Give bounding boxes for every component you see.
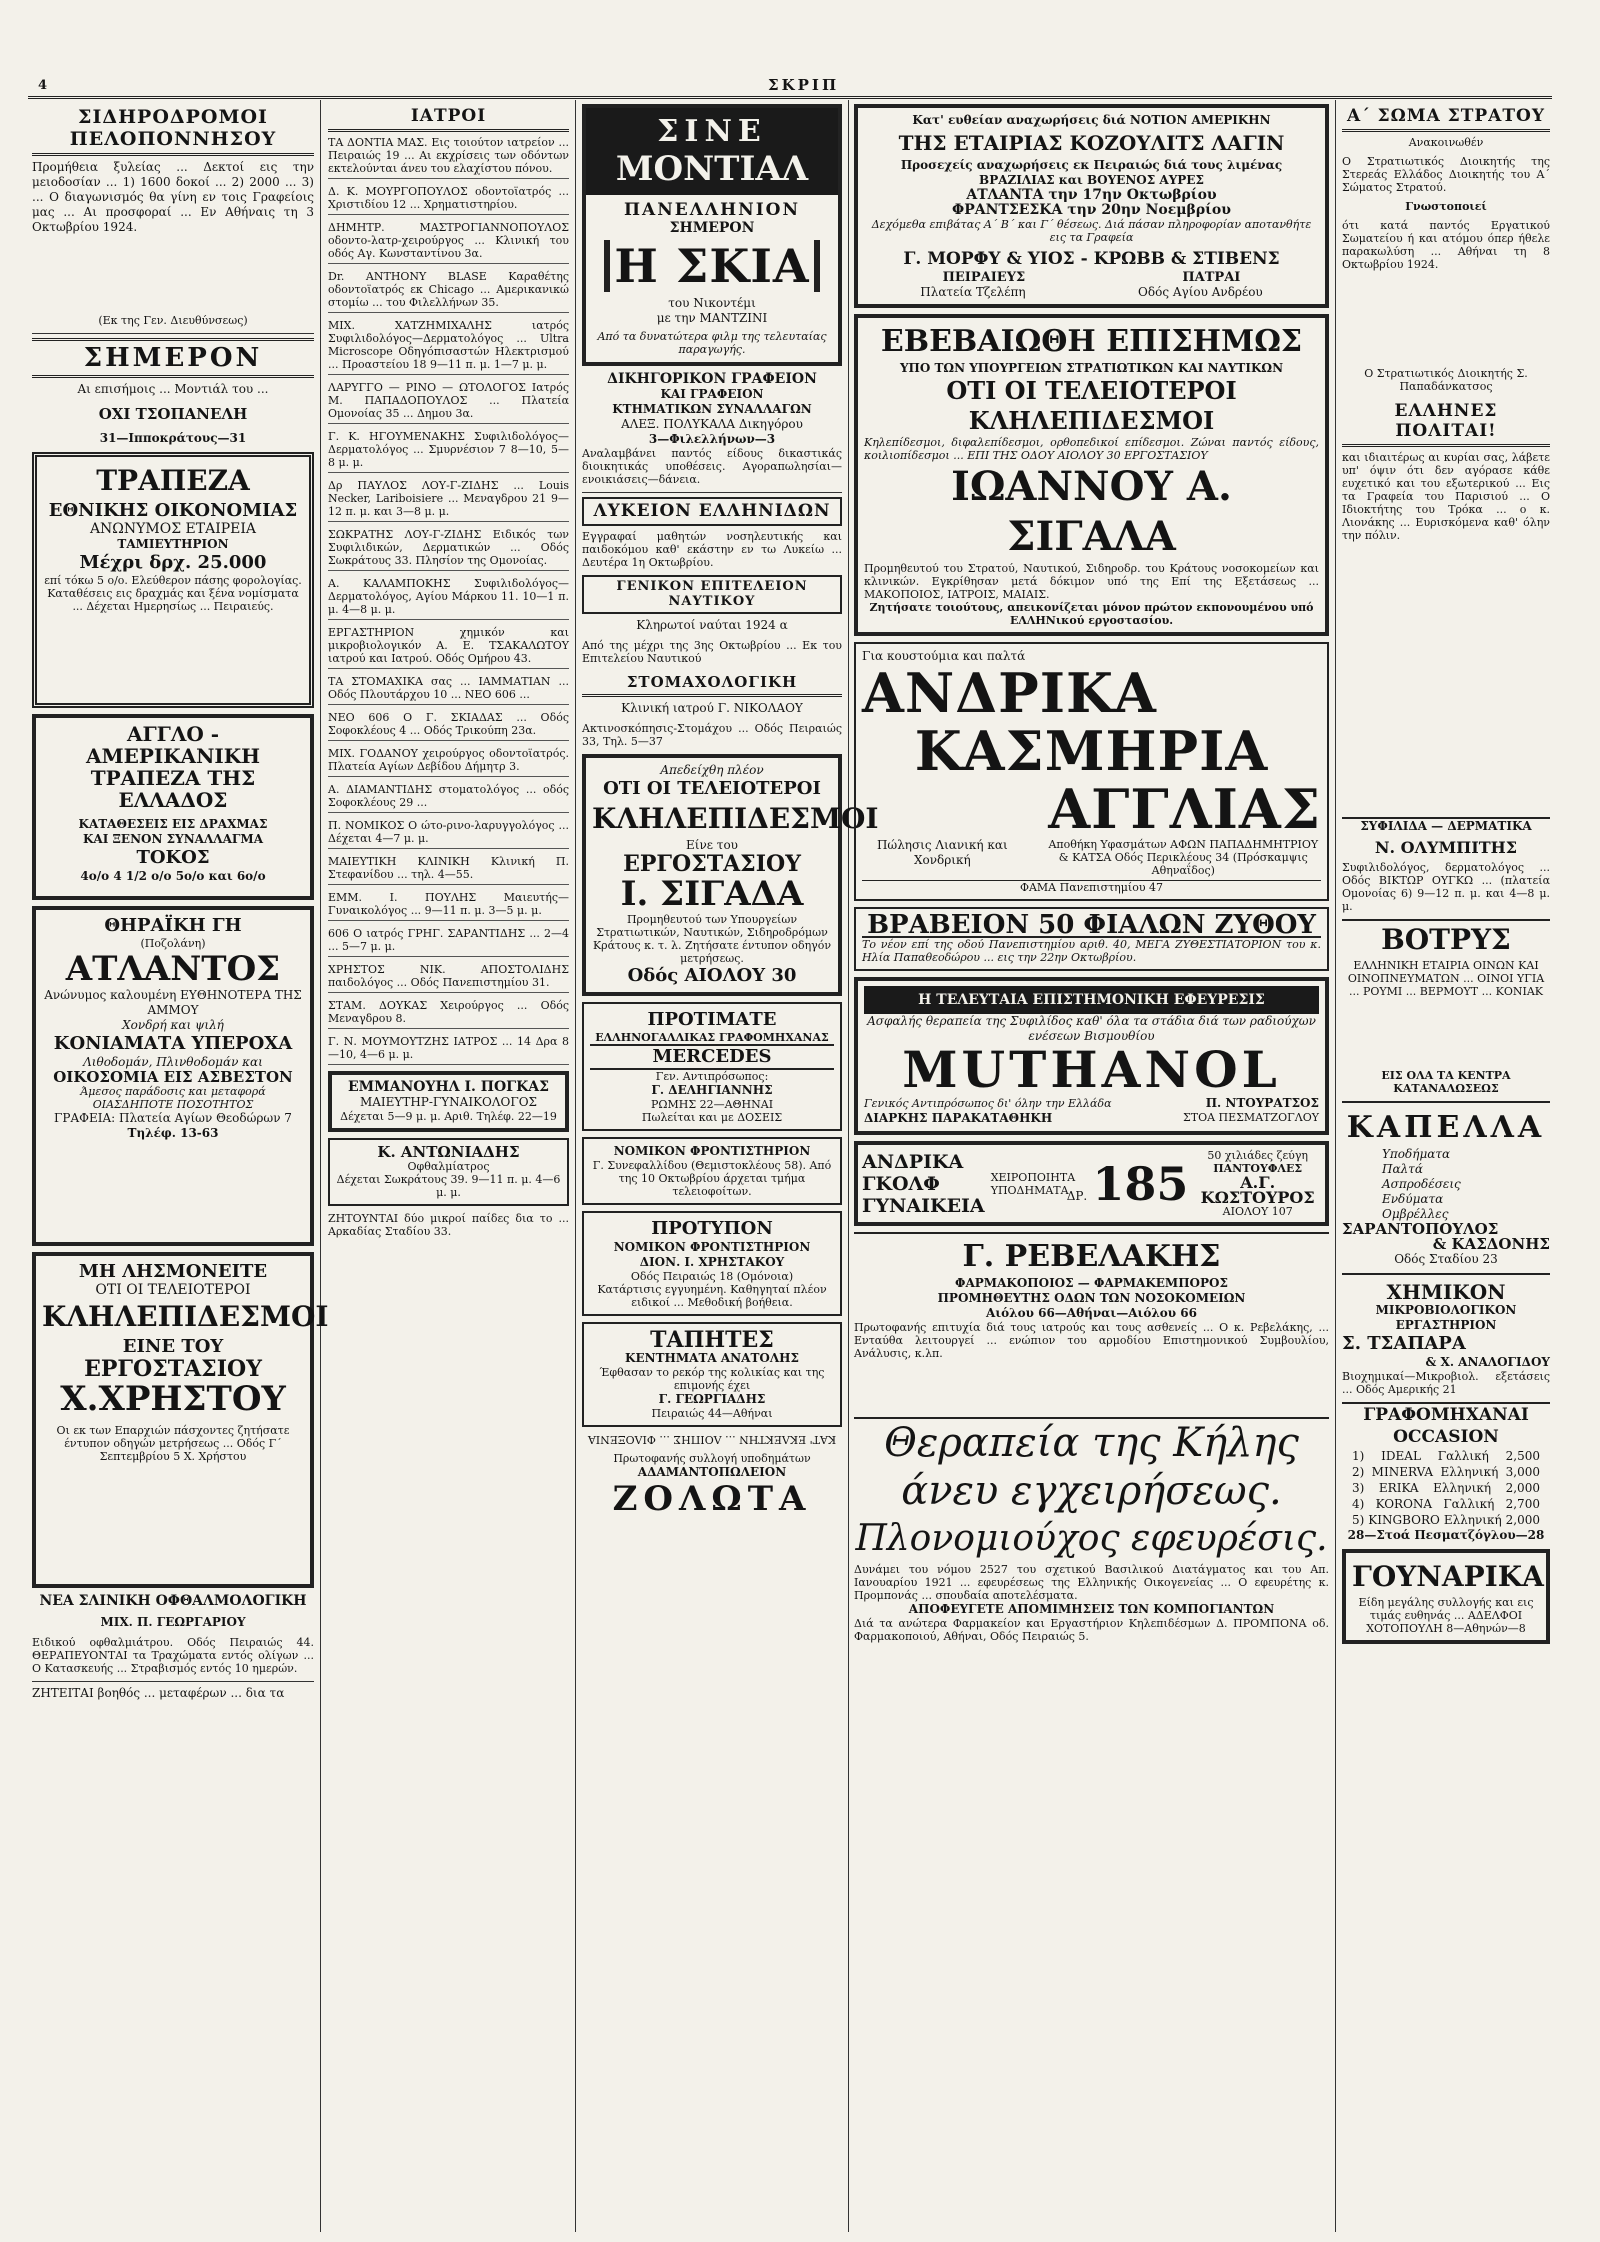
doctor-entry: ΜΑΙΕΥΤΙΚΗ ΚΛΙΝΙΚΗ Κλινική Π. Στεφανίδου ... τηλ. 4—55. (328, 855, 569, 885)
christou-line4: ΕΙΝΕ ΤΟΥ (122, 1336, 224, 1357)
zolota-line3: ΖΟΛΩΤΑ (612, 1479, 812, 1519)
pogkas-info: Δέχεται 5—9 μ. μ. Αριθ. Τηλέφ. 22—19 (340, 1110, 557, 1123)
doctor-entry: ΝΕΟ 606 Ο Γ. ΣΚΙΑΔΑΣ ... Οδός Σοφοκλέους 4 ... Οδός Τρικούπη 23α. (328, 711, 569, 741)
shoes-currency: ΔΡ. (1066, 1188, 1088, 1203)
carpets-body: Έφθασαν το ρεκόρ της κολικίας και της επιμονής έχει (599, 1366, 825, 1392)
lawyers-line2: ΚΑΙ ΓΡΑΦΕΙΟΝ (660, 387, 764, 401)
hats-item: Ομβρέλλες (1382, 1207, 1449, 1221)
sigalas1-line3: ΟΤΙ ΟΙ ΤΕΛΕΙΟΤΕΡΟΙ ΚΛΗΛΕΠΙΔΕΣΜΟΙ (946, 376, 1237, 435)
army-title: Α΄ ΣΩΜΑ ΣΤΡΑΤΟΥ (1342, 104, 1550, 132)
bottom-notice: ΖΗΤΟΥΝΤΑΙ δύο μικροί παίδες δια το ... Αρκαδίας Σταδίου 33. (328, 1212, 569, 1238)
army-signature: Ο Στρατιωτικός Διοικητής Σ. Παπαδάνκατσος (1364, 367, 1528, 393)
railway-notice: Προμήθεια ξυλείας ... Δεκτοί εις την μειοδοσίαν ... 1) 1600 δοκοί ... 2) 2000 ... 3) ... Ο διαγωνισμός θα γίνη εν τοις Γραφείοις μας ... Αι προσφοραί ... Εν Αθήναις τη 3 Οκτωβρίου 1924. (32, 160, 314, 234)
doctor-entry: ΣΤΑΜ. ΔΟΥΚΑΣ Χειρούργος ... Οδός Μεναγδρου 8. (328, 999, 569, 1029)
anglo-american-bank-ad (32, 714, 314, 900)
lawyers-line4: ΑΛΕΞ. ΠΟΛΥΚΑΛΑ Δικηγόρου (621, 417, 803, 431)
typewriter-price: 2,700 (1505, 1497, 1540, 1511)
shoes-footwear-label: ΥΠΟΔΗΜΑΤΑ (990, 1183, 1069, 1197)
typewriter-name: MINERVA (1371, 1465, 1434, 1479)
stomach-title: ΣΤΟΜΑΧΟΛΟΓΙΚΗ (582, 671, 842, 697)
votrys-body: ΕΛΛΗΝΙΚΗ ΕΤΑΙΡΙΑ ΟΙΝΩΝ ΚΑΙ ΟΙΝΟΠΝΕΥΜΑΤΩΝ ... ΟΙΝΟΙ ΥΓΙΑ ... ΡΟΥΜΙ ... ΒΕΡΜΟΥΤ ... ΚΟΝΙΑΚ (1347, 959, 1545, 998)
thira-earth-ad (32, 906, 314, 1246)
bank1-line1: ΤΡΑΠΕΖΑ (96, 464, 250, 497)
cloth-line1: Για κουστούμια και παλτά (862, 649, 1026, 663)
column-rule (320, 100, 321, 2232)
model-line2: ΝΟΜΙΚΟΝ ΦΡΟΝΤΙΣΤΗΡΙΟΝ (613, 1240, 811, 1254)
muthanol-line7: ΣΤΟΑ ΠΕΣΜΑΤΖΟΓΛΟΥ (1182, 1111, 1319, 1124)
army-line1: Ανακοινωθέν (1408, 136, 1484, 149)
kostouros-shoes-ad (854, 1141, 1329, 1226)
typewriters-ad (1342, 1402, 1550, 1543)
divider (582, 492, 842, 493)
shoe-handmade (990, 1170, 1076, 1197)
divider (32, 1681, 314, 1682)
bank-national-economy-ad (32, 452, 314, 708)
muthanol-line2: Ασφαλής θεραπεία της Συφιλίδος καθ' όλα τα στάδια διά των ραδιούχων ενέσεων Βισμουθίου (867, 1014, 1316, 1043)
lab-line3: Σ. ΤΣΑΠΑΡΑ (1342, 1333, 1466, 1354)
voyage-offices (864, 270, 1319, 285)
shoes-stock-count: 50 χιλιάδες ζεύγη (1207, 1149, 1309, 1162)
hats-ad (1342, 1101, 1550, 1267)
bank1-line2: ΕΘΝΙΚΗΣ ΟΙΚΟΝΟΜΙΑΣ (48, 500, 298, 521)
cloth-store: Αποθήκη Υφασμάτων ΑΦΩΝ ΠΑΠΑΔΗΜΗΤΡΙΟΥ & ΚΑΤΣΑ Οδός Περικλέους 34 (Πρόσκαμψις Αθηναΐδος) (1048, 838, 1319, 877)
bank2-line1: ΑΓΓΛΟ - ΑΜΕΡΙΚΑΝΙΚΗ (85, 722, 261, 768)
pogkas-name: ΕΜΜΑΝΟΥΗΛ Ι. ΠΟΓΚΑΣ (347, 1079, 550, 1095)
christou-line6: Χ.ΧΡΗΣΤΟΥ (60, 1379, 286, 1419)
hats-name1: ΣΑΡΑΝΤΟΠΟΥΛΟΣ (1342, 1220, 1499, 1238)
hernia-treatment-ad (854, 1417, 1329, 1643)
mercedes-typewriter-ad (582, 1002, 842, 1131)
doctor-entry: Δ. Κ. ΜΟΥΡΓΟΠΟΥΛΟΣ οδοντοϊατρός ... Χριστιδίου 12 ... Χρηματιστηρίου. (328, 185, 569, 215)
naval-title: ΓΕΝΙΚΟΝ ΕΠΙΤΕΛΕΙΟΝ ΝΑΥΤΙΚΟΥ (582, 575, 842, 614)
sigalas1-line6: Προμηθευτού του Στρατού, Ναυτικού, Σιδηροδρ. του Κράτους νοσοκομείων και κλινικών. Εγκρίθησαν μετά δόκιμον υπό της Επί της Εξετάσεως ... ΜΑΚΟΠΟΙΟΣ, ΙΑΤΡΟΙΣ, ΜΑΙΑΙΣ. (864, 562, 1319, 601)
doctors-title: ΙΑΤΡΟΙ (328, 104, 569, 132)
typewriter-price: 2,500 (1505, 1449, 1540, 1463)
carpets-address: Πειραιώς 44—Αθήναι (651, 1407, 773, 1420)
thira-line4: Ανώνυμος καλουμένη ΕΥΘΗΝΟΤΕΡΑ ΤΗΣ ΑΜΜΟΥ (44, 988, 302, 1017)
typewriter-number: 4) (1352, 1497, 1365, 1511)
sigalas-bandages-ad-2 (582, 754, 879, 996)
christou-line2: ΟΤΙ ΟΙ ΤΕΛΕΙΟΤΕΡΟΙ (95, 1282, 251, 1298)
typewriter-row (1342, 1464, 1550, 1480)
shoes-price-value: 185 (1092, 1156, 1189, 1211)
cinema-line1: ΣΙΝΕ (586, 108, 838, 149)
voyage-line6: Δεχόμεθα επιβάτας Α΄ Β΄ και Γ΄ θέσεως. Διά πάσαν πληροφορίαν αποτανθήτε εις τα Γραφεία (871, 218, 1312, 244)
furs-body: Είδη μεγάλης συλλογής και εις τιμάς ευθηνάς ... ΑΔΕΛΦΟΙ ΧΟΤΟΠΟΥΛΗ 8—Αθηνών—8 (1358, 1596, 1534, 1635)
doctor-entry: Γ. Ν. ΜΟΥΜΟΥΤΖΗΣ ΙΑΤΡΟΣ ... 14 Δρα 8—10, 4—6 μ. μ. (328, 1035, 569, 1065)
doctors-list (326, 136, 571, 1065)
furs-title: ΓΟΥΝΑΡΙΚΑ (1352, 1560, 1544, 1593)
chemical-lab-ad (1342, 1273, 1550, 1396)
sigalas2-line2: ΟΤΙ ΟΙ ΤΕΛΕΙΟΤΕΡΟΙ (603, 778, 821, 799)
christou-line3: ΚΛΗΛΕΠΙΔΕΣΜΟΙ (42, 1300, 329, 1333)
typewriter-orig: Ελληνική (1440, 1465, 1499, 1479)
typewriter-name: ERIKA (1378, 1481, 1419, 1495)
voyage-line1: Κατ' ευθείαν αναχωρήσεις διά ΝΟΤΙΟΝ ΑΜΕΡΙΚΗΝ (912, 113, 1271, 127)
thira-line10: ΓΡΑΦΕΙΑ: Πλατεία Αγίων Θεοδώρων 7 (54, 1111, 292, 1125)
army-line2: Ο Στρατιωτικός Διοικητής της Στερεάς Ελλάδος Διοικητής του Α΄ Σώματος Στρατού. (1342, 155, 1550, 194)
legal-body: Γ. Συνεφαλλίδου (Θεμιστοκλέους 58). Από της 10 Οκτωβρίου άρχεται τμήμα τελειοφοίτων. (592, 1159, 832, 1198)
hernia-line3: Πλονομιούχος εφευρέσις. (855, 1518, 1328, 1559)
sigalas1-line5: ΙΩΑΝΝΟΥ Α. ΣΙΓΑΛΑ (951, 463, 1232, 560)
wanted-notice: ΖΗΤΕΙΤΑΙ βοηθός ... μεταφέρων ... δια τα (32, 1686, 285, 1700)
doctor-entry: ΔΗΜΗΤΡ. ΜΑΣΤΡΟΓΙΑΝΝΟΠΟΥΛΟΣ οδοντο-λατρ-χειρούργος ... Κλινική του οδός Αγ. Κωνσταντίνου 3α. (328, 221, 569, 264)
pogkas-ad (328, 1071, 569, 1132)
doctor-entry: Dr. ANTHONY BLASE Καραθέτης οδοντοϊατρός εκ Chicago ... Αμερικανικώ στομίω ... του Φιλελλήνων 35. (328, 270, 569, 313)
mercedes-line1: ΠΡΟΤΙΜΑΤΕ (647, 1009, 777, 1030)
thira-line7: Λιθοδομάν, Πλινθοδομάν και (83, 1055, 263, 1069)
bank1-line5: Μέχρι δρχ. 25.000 (79, 552, 267, 573)
typewriter-orig: Γαλλική (1437, 1449, 1489, 1463)
hernia-footer: Διά τα ανώτερα Φαρμακείον και Εργαστήριον Κηλεπιδέσμων Δ. ΠΡΟΜΠΟΝΑ οδ. Φαρμακοποιού, Αθήναι, Οδός Πειραιώς 5. (854, 1617, 1329, 1643)
cloth-line4: ΑΓΓΛΙΑΣ (1048, 777, 1321, 841)
muthanol-line1: Η ΤΕΛΕΥΤΑΙΑ ΕΠΙΣΤΗΜΟΝΙΚΗ ΕΦΕΥΡΕΣΙΣ (864, 986, 1319, 1014)
typewriters-table (1342, 1448, 1550, 1528)
sigalas2-address: Οδός ΑΙΟΛΟΥ 30 (627, 965, 797, 986)
hats-item: Ενδύματα (1382, 1192, 1444, 1206)
bank2-line4: ΚΑΙ ΞΕΝΟΝ ΣΥΝΑΛΛΑΓΜΑ (82, 832, 264, 846)
thira-line9: Άμεσος παράδοσις και μεταφορά ΟΙΑΣΔΗΠΟΤΕ ΠΟΣΟΤΗΤΟΣ (80, 1085, 266, 1111)
voyage-addresses (864, 285, 1319, 299)
cinema-line6: του Νικοντέμι (668, 296, 756, 310)
muthanol-line5: Π. ΝΤΟΥΡΑΤΣΟΣ (1205, 1096, 1319, 1110)
doctor-entry: ΕΜΜ. Ι. ΠΟΥΛΗΣ Μαιευτής—Γυναικολόγος ... 9—11 π. μ. 3—5 μ. μ. (328, 891, 569, 921)
column-1 (30, 100, 329, 2232)
christou-line1: ΜΗ ΛΗΣΜΟΝΕΙΤΕ (78, 1261, 268, 1282)
carpets-ad (582, 1322, 842, 1427)
bank1-body: επί τόκω 5 ο/ο. Ελεύθερον πάσης φορολογίας. Καταθέσεις εις δραχμάς και ξένα νομίσματα ... Δέχεται Ημερησίως ... Πειραιεύς. (44, 574, 302, 613)
sigalas2-body: Προμηθευτού των Υπουργείων Στρατιωτικών, Ναυτικών, Σιδηροδρόμων Κράτους κ. τ. λ. Ζητήσατε έντυπον οδηγόν μετρήσεως. (592, 913, 832, 965)
citizens-title: ΕΛΛΗΝΕΣ ΠΟΛΙΤΑΙ! (1342, 399, 1550, 447)
typewriter-number: 1) (1352, 1449, 1365, 1463)
hernia-warning: ΑΠΟΦΕΥΓΕΤΕ ΑΠΟΜΙΜΗΣΕΙΣ ΤΩΝ ΚΟΜΠΟΓΙΑΝΤΩΝ (908, 1602, 1275, 1616)
mercedes-line7: Πωλείται και με ΔΟΣΕΙΣ (641, 1111, 783, 1124)
bank2-line3: ΚΑΤΑΘΕΣΕΙΣ ΕΙΣ ΔΡΑΧΜΑΣ (78, 817, 268, 831)
voyage-ad (854, 104, 1329, 308)
lawyers-line3: ΚΤΗΜΑΤΙΚΩΝ ΣΥΝΑΛΛΑΓΩΝ (612, 402, 812, 416)
shoe-stock (1194, 1149, 1321, 1218)
shoes-zolota-ad (582, 1452, 842, 1518)
model-body: Κατάρτισις εγγυημένη. Καθηγηταί πλέον ειδικοί ... Μεθοδική βοήθεια. (597, 1283, 827, 1309)
cashmere-cloth-ad (854, 642, 1329, 901)
thira-line1: ΘΗΡΑΪΚΗ ΓΗ (104, 915, 242, 936)
voyage-line5: ΦΡΑΝΤΣΕΣΚΑ την 20ην Νοεμβρίου (952, 202, 1231, 218)
votrys-footer: ΕΙΣ ΟΛΑ ΤΑ ΚΕΝΤΡΑ ΚΑΤΑΝΑΛΩΣΕΩΣ (1381, 1069, 1511, 1095)
voyage-line3: Προσεχείς αναχωρήσεις εκ Πειραιώς διά τους λιμένας ΒΡΑΖΙΛΙΑΣ και ΒΟΥΕΝΟΣ ΑΥΡΕΣ (900, 158, 1283, 187)
revelakis-pharmacy-ad (854, 1232, 1329, 1411)
doctor-entry: Γ. Κ. ΗΓΟΥΜΕΝΑΚΗΣ Συφιλιδολόγος— Δερματολόγος ... Σμυρνέσιον 7 8—10, 5—8 μ. μ. (328, 430, 569, 473)
typewriter-row (1342, 1480, 1550, 1496)
votrys-title: ΒΟΤΡΥΣ (1381, 923, 1511, 956)
typewriters-title: ΓΡΑΦΟΜΗΧΑΝΑΙ OCCASION (1363, 1405, 1529, 1447)
thira-line8: ΟΙΚΟΣΟΜΙΑ ΕΙΣ ΑΣΒΕΣΤΟΝ (53, 1068, 293, 1086)
doctor-entry: Δρ ΠΑΥΛΟΣ ΛΟΥ-Γ-ΖΙΔΗΣ ... Louis Necker, Lariboisiere ... Μεναγδρου 21 9—12 π. μ. και 3—8 μ. μ. (328, 479, 569, 522)
shoes-women: ΓΥΝΑΙΚΕΙΑ (862, 1194, 985, 1217)
hernia-line2: άνευ εγχειρήσεως. (901, 1468, 1282, 1514)
legal-tutoring-ad (582, 1137, 842, 1205)
hats-address: Οδός Σταδίου 23 (1394, 1252, 1498, 1266)
sigalas-bandages-ad-1 (854, 314, 1329, 636)
typewriter-row (1342, 1448, 1550, 1464)
voyage-line7: Γ. ΜΟΡΦΥ & ΥΙΟΣ - ΚΡΩΒΒ & ΣΤΙΒΕΝΣ (903, 249, 1280, 269)
column-5 (1340, 100, 1552, 2232)
column-2 (326, 100, 571, 2232)
sigalas2-line3: ΚΛΗΛΕΠΙΔΕΣΜΟΙ (592, 802, 879, 835)
shoes-handmade-label: ΧΕΙΡΟΠΟΙΗΤΑ (990, 1170, 1076, 1184)
typewriter-orig: Γαλλική (1443, 1497, 1495, 1511)
cloth-details (862, 838, 1321, 877)
mercedes-line5: Γ. ΔΕΛΗΓΙΑΝΝΗΣ (651, 1083, 773, 1097)
doctor-entry: ΜΙΧ. ΧΑΤΖΗΜΙΧΑΛΗΣ ιατρός Συφιλιδολόγος—Δερματολόγος ... Ultra Microscope Οδηγόπισαστών Ηλεκτρισμού ... Προαστείου 18 9—11 π. μ. 1—7 μ. μ. (328, 319, 569, 375)
typewriter-name: IDEAL (1381, 1449, 1421, 1463)
stomach-sub: Κλινική ιατρού Γ. ΝΙΚΟΛΑΟΥ (621, 701, 803, 715)
today-line2: ΟΧΙ ΤΣΟΠΑΝΕΛΗ (98, 405, 248, 423)
sigalas1-line4: Κηλεπίδεσμοι, διφαλεπίδεσμοι, ορθοπεδικοί επίδεσμοι. Ζώναι παντός είδους, κοιλιοπίδεσμοι ... ΕΠΙ ΤΗΣ ΟΔΟΥ ΑΙΟΛΟΥ 30 ΕΡΓΟΣΤΑΣΙΟΥ (864, 436, 1319, 462)
antoniadis-role: Οφθαλμίατρος (407, 1160, 490, 1173)
shoes-address: ΑΙΟΛΟΥ 107 (1222, 1205, 1293, 1218)
cloth-line2: ΑΝΔΡΙΚΑ (862, 661, 1157, 725)
hernia-line1: Θεραπεία της Κήλης (884, 1420, 1299, 1466)
sigalas2-line6: Ι. ΣΙΓΑΔΑ (620, 874, 804, 914)
hats-item: Υποδήματα (1382, 1147, 1451, 1161)
railway-signature: (Εκ της Γεν. Διευθύνσεως) (98, 314, 248, 327)
doctor-entry: 606 Ο ιατρός ΓΡΗΓ. ΣΑΡΑΝΤΙΔΗΣ ... 2—4 ... 5—7 μ. μ. (328, 927, 569, 957)
cinema-line3: ΠΑΝΕΛΛΗΝΙΟΝ (623, 200, 801, 220)
ophthalmology-doctor: ΜΙΧ. Π. ΓΕΩΡΓΑΡΙΟΥ (100, 1615, 246, 1629)
muthanol-line3: MUTHANOL (902, 1040, 1281, 1099)
hernia-body: Δυνάμει του νόμου 2527 του σχετικού Βασιλικού Διατάγματος και του Απ. Ιανουαρίου 1921 ... εφευρέσεως της Ελληνικής Οικογενείας ... Ο εφευρέτης κ. Προμπονάς ... σπουδαία αποτελέσματα. (854, 1563, 1329, 1602)
shoes-owner: Α.Γ. ΚΩΣΤΟΥΡΟΣ (1200, 1173, 1315, 1207)
beer-body: Το νέον επί της οδού Πανεπιστημίου αριθ. 40, ΜΕΓΑ ΖΥΘΕΣΤΙΑΤΟΡΙΟΝ του κ. Ηλία Παπαθεοδώρου ... εις την 22ην Οκτωβρίου. (862, 938, 1321, 964)
shoes-slippers: ΠΑΝΤΟΥΦΛΕΣ (1213, 1162, 1303, 1175)
carpets-line1: ΤΑΠΗΤΕΣ (650, 1327, 774, 1353)
sigalas1-line1: ΕΒΕΒΑΙΩΘΗ ΕΠΙΣΗΜΩΣ (880, 324, 1303, 359)
naval-sub: Κληρωτοί ναύται 1924 α (636, 618, 788, 632)
cinema-line2: ΜΟΝΤΙΑΛ (586, 149, 838, 195)
christou-line5: ΕΡΓΟΣΤΑΣΙΟΥ (84, 1356, 262, 1382)
typewriter-orig: Ελληνική (1433, 1481, 1492, 1495)
army-line3: Γνωστοποιεί (1405, 200, 1487, 213)
column-4 (852, 100, 1331, 2232)
hats-name2: & ΚΑΣΔΟΝΗΣ (1432, 1235, 1550, 1253)
voyage-city-patras: ΠΑΤΡΑΙ (1182, 270, 1241, 285)
lawyers-line1: ΔΙΚΗΓΟΡΙΚΟΝ ΓΡΑΦΕΙΟΝ (607, 371, 817, 387)
beer-title: ΒΡΑΒΕΙΟΝ 50 ΦΙΑΛΩΝ ΖΥΘΟΥ (862, 914, 1321, 938)
column-rule (1335, 100, 1336, 2232)
beer-prize-ad (854, 907, 1329, 971)
pharmacy-body: Πρωτοφανής επιτυχία διά τους ιατρούς και τους ασθενείς ... Ο κ. Ρεβελάκης, ... Ενταύθα λειτουργεί ... ενώπιον του αρμοδίου Επιστημονικού Συμβουλίου, Ανάλυσις, κ.λπ. (854, 1321, 1329, 1360)
muthanol-depot (864, 1111, 1319, 1126)
shoes-golf: ΓΚΟΛΦ (862, 1172, 940, 1195)
typewriter-number: 2) (1352, 1465, 1365, 1479)
cloth-sales: Πώλησις Λιανική και Χονδρική (876, 838, 1008, 867)
model-line3: ΔΙΟΝ. Ι. ΧΡΗΣΤΑΚΟΥ (639, 1255, 785, 1269)
lawyers-line5: 3—Φιλελλήνων—3 (648, 432, 776, 446)
typewriter-name: KORONA (1375, 1497, 1433, 1511)
bank2-line5: ΤΟΚΟΣ (136, 847, 210, 868)
cinema-line5: Η ΣΚΙΑ (604, 240, 820, 292)
antoniadis-name: Κ. ΑΝΤΩΝΙΑΔΗΣ (377, 1143, 520, 1161)
voyage-line2: ΤΗΣ ΕΤΑΙΡΙΑΣ ΚΟΖΟΥΛΙΤΣ ΛΑΓΙΝ (898, 131, 1285, 155)
lab-line1: ΧΗΜΙΚΟΝ (1386, 1280, 1506, 1304)
cinema-line7: με την ΜΑΝΤΖΙΝΙ (656, 311, 768, 325)
mercedes-line4: Γεν. Αντιπρόσωπος: (655, 1070, 769, 1083)
model-line4: Οδός Πειραιώς 18 (Ομόνοια) (630, 1270, 794, 1283)
cloth-footer: ΦΑΜΑ Πανεπιστημίου 47 (862, 880, 1321, 894)
olympitis-name: Ν. ΟΛΥΜΠΙΤΗΣ (1374, 838, 1518, 857)
zolota-line2: ΑΔΑΜΑΝΤΟΠΩΛΕΙΟΝ (637, 1465, 787, 1479)
model-line1: ΠΡΟΤΥΠΟΝ (651, 1218, 773, 1239)
hats-item: Παλτά (1382, 1162, 1423, 1176)
thira-line2: (Ποζολάνη) (140, 937, 206, 950)
typewriter-name: KINGBORO (1368, 1513, 1440, 1527)
hats-item: Ασπροδέσεις (1382, 1177, 1461, 1191)
olympitis-body: Συφιλιδολόγος, δερματολόγος ... Οδός ΒΙΚΤΩΡ ΟΥΓΚΩ ... (πλατεία Ομονοίας 6) 9—12 π. μ. και 4—8 μ. μ. (1342, 861, 1550, 913)
mercedes-line3: MERCEDES (590, 1044, 834, 1070)
column-3 (580, 100, 879, 2232)
shoe-price (1067, 1157, 1189, 1211)
lyceum-title: ΛΥΚΕΙΟΝ ΕΛΛΗΝΙΔΩΝ (582, 497, 842, 526)
voyage-city-piraeus: ΠΕΙΡΑΙΕΥΣ (942, 270, 1026, 285)
today-line3: 31—Ιπποκράτους—31 (99, 431, 247, 445)
cinema-line4: ΣΗΜΕΡΟΝ (669, 220, 755, 236)
doctor-entry: ΤΑ ΣΤΟΜΑΧΙΚΑ σας ... ΙΑΜΜΑΤΙΑΝ ... Οδός Πλουτάρχου 10 ... ΝΕΟ 606 ... (328, 675, 569, 705)
typewriter-row (1342, 1496, 1550, 1512)
mercedes-line6: ΡΩΜΗΣ 22—ΑΘΗΝΑΙ (650, 1098, 774, 1111)
typewriter-orig: Ελληνική (1443, 1513, 1502, 1527)
voyage-address-patras: Οδός Αγίου Ανδρέου (1138, 285, 1263, 299)
doctor-entry: ΧΡΗΣΤΟΣ ΝΙΚ. ΑΠΟΣΤΟΛΙΔΗΣ παιδολόγος ... Οδός Πανεπιστημίου 31. (328, 963, 569, 993)
sigalas1-line2: ΥΠΟ ΤΩΝ ΥΠΟΥΡΓΕΙΩΝ ΣΤΡΑΤΙΩΤΙΚΩΝ ΚΑΙ ΝΑΥΤΙΚΩΝ (899, 361, 1284, 375)
doctor-entry: ΛΑΡΥΓΓΟ — ΡΙΝΟ — ΩΤΟΛΟΓΟΣ Ιατρός Μ. ΠΑΠΑΔΟΠΟΥΛΟΣ ... Πλατεία Ομονοίας 35 ... Δημου 3α. (328, 381, 569, 424)
christou-body: Οι εκ των Επαρχιών πάσχοντες ζητήσατε έντυπον οδηγών μετρήσεως ... Οδός Γ΄ Σεπτεμβρίου 5 Χ. Χρήστου (56, 1424, 290, 1463)
ophthalmology-body: Ειδικού οφθαλμιάτρου. Οδός Πειραιώς 44. ΘΕΡΑΠΕΥΟΝΤΑΙ τα Τραχώματα εντός ολίγων ... Ο Κατασκευής ... Στραβισμός εντός 10 ημερών. (32, 1636, 314, 1675)
today-title: ΣΗΜΕΡΟΝ (32, 338, 314, 378)
model-tutoring-ad (582, 1211, 842, 1316)
legal-title: ΝΟΜΙΚΟΝ ΦΡΟΝΤΙΣΤΗΡΙΟΝ (613, 1144, 811, 1158)
typewriter-price: 2,000 (1505, 1481, 1540, 1495)
carpets-name: Γ. ΓΕΩΡΓΙΑΔΗΣ (658, 1392, 766, 1406)
thira-line5: Χονδρή και ψιλή (122, 1018, 224, 1032)
pharmacy-line2: ΦΑΡΜΑΚΟΠΟΙΟΣ — ΦΑΡΜΑΚΕΜΠΟΡΟΣ (955, 1276, 1228, 1290)
shoes-men: ΑΝΔΡΙΚΑ (862, 1150, 964, 1173)
doctor-entry: Α. ΔΙΑΜΑΝΤΙΔΗΣ στοματολόγος ... οδός Σοφοκλέους 29 ... (328, 783, 569, 813)
lawyers-body: Αναλαμβάνει παντός είδους δικαστικάς διοικητικάς υποθέσεις. Αγοραπωλησίαι—ενοικιάσεις—δάνεια. (582, 447, 842, 486)
pharmacy-line3: ΠΡΟΜΗΘΕΥΤΗΣ ΟΔΩΝ ΤΩΝ ΝΟΣΟΚΟΜΕΙΩΝ (937, 1291, 1246, 1305)
mercedes-line2: ΕΛΛΗΝΟΓΑΛΛΙΚΑΣ ΓΡΑΦΟΜΗΧΑΝΑΣ (595, 1031, 829, 1044)
column-rule (575, 100, 576, 2232)
christou-bandages-ad (32, 1252, 329, 1588)
thira-line11: Τηλέφ. 13-63 (127, 1126, 219, 1140)
muthanol-agent (864, 1096, 1319, 1111)
naval-body: Από της μέχρι της 3ης Οκτωβρίου ... Εκ του Επιτελείου Ναυτικού (582, 639, 842, 665)
muthanol-line6: ΔΙΑΡΚΗΣ ΠΑΡΑΚΑΤΑΘΗΚΗ (864, 1111, 1053, 1125)
lyceum-body: Εγγραφαί μαθητών νοσηλευτικής και παιδοκόμου καθ' εκάστην εν τω Λυκείω ... Δευτέρα 1η Οκτωβρίου. (582, 530, 842, 569)
pharmacy-line4: Αιόλου 66—Αθήναι—Αιόλου 66 (986, 1306, 1197, 1320)
muthanol-ad (854, 977, 1329, 1135)
bank2-line2: ΤΡΑΠΕΖΑ ΤΗΣ ΕΛΛΑΔΟΣ (90, 766, 256, 812)
stomach-body: Ακτινοσκόπησις-Στομάχου ... Οδός Πειραιώς 33, Τηλ. 5—37 (582, 722, 842, 748)
doctor-entry: ΣΩΚΡΑΤΗΣ ΛΟΥ-Γ-ΖΙΔΗΣ Ειδικός των Συφιλιδικών, Δερματικών ... Οδός Σωκράτους 33. Πλησίον της Ομονοίας. (328, 528, 569, 571)
carpets-line2: ΚΕΝΤΗΜΑΤΑ ΑΝΑΤΟΛΗΣ (625, 1351, 799, 1365)
voyage-address-piraeus: Πλατεία Τζελέπη (920, 285, 1026, 299)
lawyers-ad (582, 372, 842, 486)
typewriter-price: 3,000 (1505, 1465, 1540, 1479)
antoniadis-ad (328, 1138, 569, 1206)
hats-items (1342, 1147, 1550, 1222)
doctor-entry: ΜΙΧ. ΓΟΔΑΝΟΥ χειρούργος οδοντοϊατρός. Πλατεία Αγίων Δεβίδου Δήμητρ 3. (328, 747, 569, 777)
cinema-montial-ad (582, 104, 842, 366)
lab-line2: ΜΙΚΡΟΒΙΟΛΟΓΙΚΟΝ ΕΡΓΑΣΤΗΡΙΟΝ (1375, 1303, 1517, 1332)
doctor-entry: ΤΑ ΔΟΝΤΙΑ ΜΑΣ. Εις τοιούτον ιατρείον ... Πειραιώς 19 ... Αι εκχρίσεις των οδόντων εκτελούνται άνευ του ελαχίστου πόνου. (328, 136, 569, 179)
pharmacy-line1: Γ. ΡΕΒΕΛΑΚΗΣ (962, 1239, 1221, 1274)
hats-title: ΚΑΠΕΛΛΑ (1346, 1110, 1546, 1145)
bank1-line4: ΤΑΜΙΕΥΤΗΡΙΟΝ (117, 537, 229, 551)
lab-line4: & Χ. ΑΝΑΛΟΓΙΔΟΥ (1425, 1355, 1550, 1369)
doctor-entry: Π. ΝΟΜΙΚΟΣ Ο ώτο-ρινο-λαρυγγολόγος ... Δέχεται 4—7 μ. μ. (328, 819, 569, 849)
bank1-line3: ΑΝΩΝΥΜΟΣ ΕΤΑΙΡΕΙΑ (89, 521, 257, 537)
votrys-ad (1342, 919, 1550, 1095)
doctor-entry: Α. ΚΑΛΑΜΠΟΚΗΣ Συφιλιδολόγος—Δερματολόγος, Αγίου Μάρκου 11. 10—1 π. μ. 4—8 μ. μ. (328, 577, 569, 620)
sigalas2-line1: Απεδείχθη πλέον (660, 763, 764, 777)
pogkas-role: ΜΑΙΕΥΤΗΡ-ΓΥΝΑΙΚΟΛΟΓΟΣ (359, 1095, 538, 1109)
newspaper-name: ΣΚΡΙΠ (768, 76, 840, 94)
furs-ad (1342, 1549, 1550, 1644)
shoe-types (862, 1151, 985, 1217)
lab-body: Βιοχημικαί—Μικροβιολ. εξετάσεις ... Οδός Αμερικής 21 (1342, 1370, 1550, 1396)
column-rule (848, 100, 849, 2232)
sigalas1-line7: Ζητήσατε τοιούτους, απεικονίζεται μόνον πρώτον εκπονουμένου υπό ΕΛΛΗΝικού εργοστασίου. (869, 601, 1314, 627)
voyage-line4: ΑΤΛΑΝΤΑ την 17ην Οκτωβρίου (966, 187, 1217, 203)
sigalas2-line5: ΕΡΓΟΣΤΑΣΙΟΥ (623, 851, 801, 877)
divider (32, 333, 314, 334)
typewriter-row (1342, 1512, 1550, 1528)
olympitis-title: ΣΥΦΙΛΙΔΑ — ΔΕΡΜΑΤΙΚΑ (1342, 817, 1550, 834)
upside-down-notice: ΚΑΤ' ΕΚΛΕΚΤΗΝ ... ΛΟΙΠΗΣ ... ΦΙΛΟΞΕΝΙΑ (587, 1433, 837, 1446)
thira-line3: ΑΤΛΑΝΤΟΣ (65, 949, 281, 989)
typewriter-number: 5) (1352, 1513, 1365, 1527)
typewriters-footer: 28—Στοά Πεσματζόγλου—28 (1347, 1528, 1545, 1542)
citizens-body: και ιδιαιτέρως αι κυρίαι σας, λάβετε υπ' όψιν ότι δεν αγόρασε κάθε ευχετικό και του εξωτερικού ... Εις τα Γραφεία του Παρισιού ... Ο Ιδιοκτήτης του Τρόκα ... ο κ. Λιονάκης ... Ευρισκόμενα καθ' όλην την πόλιν. (1342, 451, 1550, 542)
ophthalmology-title: ΝΕΑ ΣΛΙΝΙΚΗ ΟΦΘΑΛΜΟΛΟΓΙΚΗ (39, 1593, 307, 1609)
today-line1: Αι επισήμοις ... Μοντιάλ του ... (77, 382, 269, 396)
army-body: ότι κατά παντός Εργατικού Σωματείου ή και ατόμου όπερ ήθελε παρακωλύση ... Αθήναι τη 8 Οκτωβρίου 1924. (1342, 219, 1550, 271)
bank2-line6: 4ο/ο 4 1/2 ο/ο 5ο/ο και 6ο/ο (80, 869, 266, 883)
cinema-line8: Από τα δυνατώτερα φιλμ της τελευταίας παραγωγής. (597, 330, 827, 356)
page-number: 4 (38, 78, 48, 93)
page-header (28, 78, 1552, 99)
zolota-line1: Πρωτοφανής συλλογή υποδημάτων (613, 1452, 811, 1465)
typewriter-price: 2,000 (1505, 1513, 1540, 1527)
sigalas2-line4: Είνε του (686, 838, 738, 852)
muthanol-line4: Γενικός Αντιπρόσωπος δι' όλην την Ελλάδα (864, 1097, 1112, 1110)
railway-title: ΣΙΔΗΡΟΔΡΟΜΟΙ ΠΕΛΟΠΟΝΝΗΣΟΥ (32, 104, 314, 156)
antoniadis-info: Δέχεται Σωκράτους 39. 9—11 π. μ. 4—6 μ. μ. (336, 1173, 561, 1199)
cloth-line3: ΚΑΣΜΗΡΙΑ (914, 719, 1269, 783)
thira-line6: ΚΟΝΙΑΜΑΤΑ ΥΠΕΡΟΧΑ (53, 1033, 293, 1054)
typewriter-number: 3) (1352, 1481, 1365, 1495)
doctor-entry: ΕΡΓΑΣΤΗΡΙΟΝ χημικόν και μικροβιολογικόν Α. Ε. ΤΣΑΚΑΛΩΤΟΥ ιατρού και Ιατρού. Οδός Ομήρου 43. (328, 626, 569, 669)
